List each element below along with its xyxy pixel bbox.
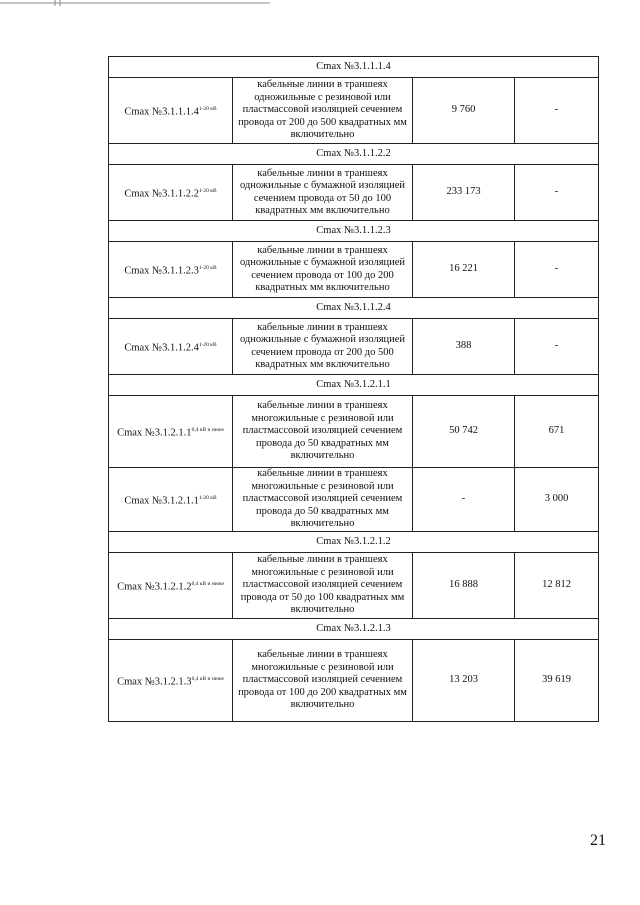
voltage-class: 0,4 кВ и ниже	[191, 426, 224, 433]
voltage-class: 0,4 кВ и ниже	[191, 675, 224, 682]
table-body	[109, 57, 599, 722]
section-code: Cmax №3.1.1.1.4	[109, 57, 599, 78]
rate-code-base: Cmax №3.1.2.1.1	[117, 427, 192, 438]
line-description: кабельные линии в траншеях многожильные с резиновой или пластмассовой изоляцией сечением провода от 50 до 100 квадратных мм включительно	[233, 553, 413, 619]
line-description: кабельные линии в траншеях многожильные с резиновой или пластмассовой изоляцией сечением провода до 50 квадратных мм включительно	[233, 468, 413, 532]
line-description: кабельные линии в траншеях многожильные с резиновой или пластмассовой изоляцией сечением провода до 50 квадратных мм включительно	[233, 396, 413, 468]
table-row	[109, 553, 599, 619]
line-description: кабельные линии в траншеях одножильные с бумажной изоляцией сечением провода от 50 до 100 квадратных мм включительно	[233, 165, 413, 221]
section-header-row	[109, 375, 599, 396]
rate-code	[109, 242, 233, 298]
value-first: 388	[413, 319, 515, 375]
rate-code-base: Cmax №3.1.2.1.2	[117, 581, 192, 592]
table-row	[109, 319, 599, 375]
value-first: 13 203	[413, 640, 515, 722]
rate-code-base: Cmax №3.1.1.2.3	[124, 265, 199, 276]
table-row	[109, 468, 599, 532]
table-row	[109, 165, 599, 221]
section-code: Cmax №3.1.1.2.3	[109, 221, 599, 242]
section-header-row	[109, 532, 599, 553]
section-header-row	[109, 298, 599, 319]
value-second: -	[515, 319, 599, 375]
section-code: Cmax №3.1.2.1.2	[109, 532, 599, 553]
rate-code	[109, 640, 233, 722]
line-description: кабельные линии в траншеях одножильные с бумажной изоляцией сечением провода от 200 до 500 квадратных мм включительно	[233, 319, 413, 375]
value-second: 3 000	[515, 468, 599, 532]
value-first: 50 742	[413, 396, 515, 468]
value-first: 16 888	[413, 553, 515, 619]
voltage-class: 1-20 кВ	[198, 105, 217, 112]
section-code: Cmax №3.1.2.1.3	[109, 619, 599, 640]
section-code: Cmax №3.1.1.2.2	[109, 144, 599, 165]
value-second: -	[515, 78, 599, 144]
section-header-row	[109, 57, 599, 78]
rate-code	[109, 78, 233, 144]
section-header-row	[109, 221, 599, 242]
value-second: 39 619	[515, 640, 599, 722]
rate-code-base: Cmax №3.1.2.1.3	[117, 676, 192, 687]
section-code: Cmax №3.1.1.2.4	[109, 298, 599, 319]
rate-code	[109, 468, 233, 532]
section-code: Cmax №3.1.2.1.1	[109, 375, 599, 396]
voltage-class: 1-20 кВ	[198, 341, 217, 348]
value-second: -	[515, 242, 599, 298]
rate-code-base: Cmax №3.1.1.1.4	[124, 106, 199, 117]
rate-code-base: Cmax №3.1.2.1.1	[124, 495, 199, 506]
voltage-class: 1-20 кВ	[198, 187, 217, 194]
line-description: кабельные линии в траншеях одножильные с резиновой или пластмассовой изоляцией сечением провода от 200 до 500 квадратных мм включительно	[233, 78, 413, 144]
table-row	[109, 78, 599, 144]
value-second: 671	[515, 396, 599, 468]
rate-code	[109, 396, 233, 468]
tariff-table	[108, 56, 599, 722]
rate-code	[109, 553, 233, 619]
value-first: 9 760	[413, 78, 515, 144]
table-row	[109, 242, 599, 298]
voltage-class: 1-20 кВ	[198, 264, 217, 271]
table-row	[109, 396, 599, 468]
line-description: кабельные линии в траншеях многожильные с резиновой или пластмассовой изоляцией сечением провода от 100 до 200 квадратных мм включительно	[233, 640, 413, 722]
rate-code-base: Cmax №3.1.1.2.2	[124, 188, 199, 199]
scan-edge-mark	[0, 0, 270, 6]
voltage-class: 1-20 кВ	[198, 494, 217, 501]
value-first: 16 221	[413, 242, 515, 298]
value-second: -	[515, 165, 599, 221]
line-description: кабельные линии в траншеях одножильные с бумажной изоляцией сечением провода от 100 до 200 квадратных мм включительно	[233, 242, 413, 298]
section-header-row	[109, 144, 599, 165]
rate-code	[109, 165, 233, 221]
rate-code-base: Cmax №3.1.1.2.4	[124, 342, 199, 353]
voltage-class: 0,4 кВ и ниже	[191, 580, 224, 587]
page-number: 21	[590, 832, 606, 849]
rate-code	[109, 319, 233, 375]
value-first: -	[413, 468, 515, 532]
table-row	[109, 640, 599, 722]
value-second: 12 812	[515, 553, 599, 619]
value-first: 233 173	[413, 165, 515, 221]
section-header-row	[109, 619, 599, 640]
